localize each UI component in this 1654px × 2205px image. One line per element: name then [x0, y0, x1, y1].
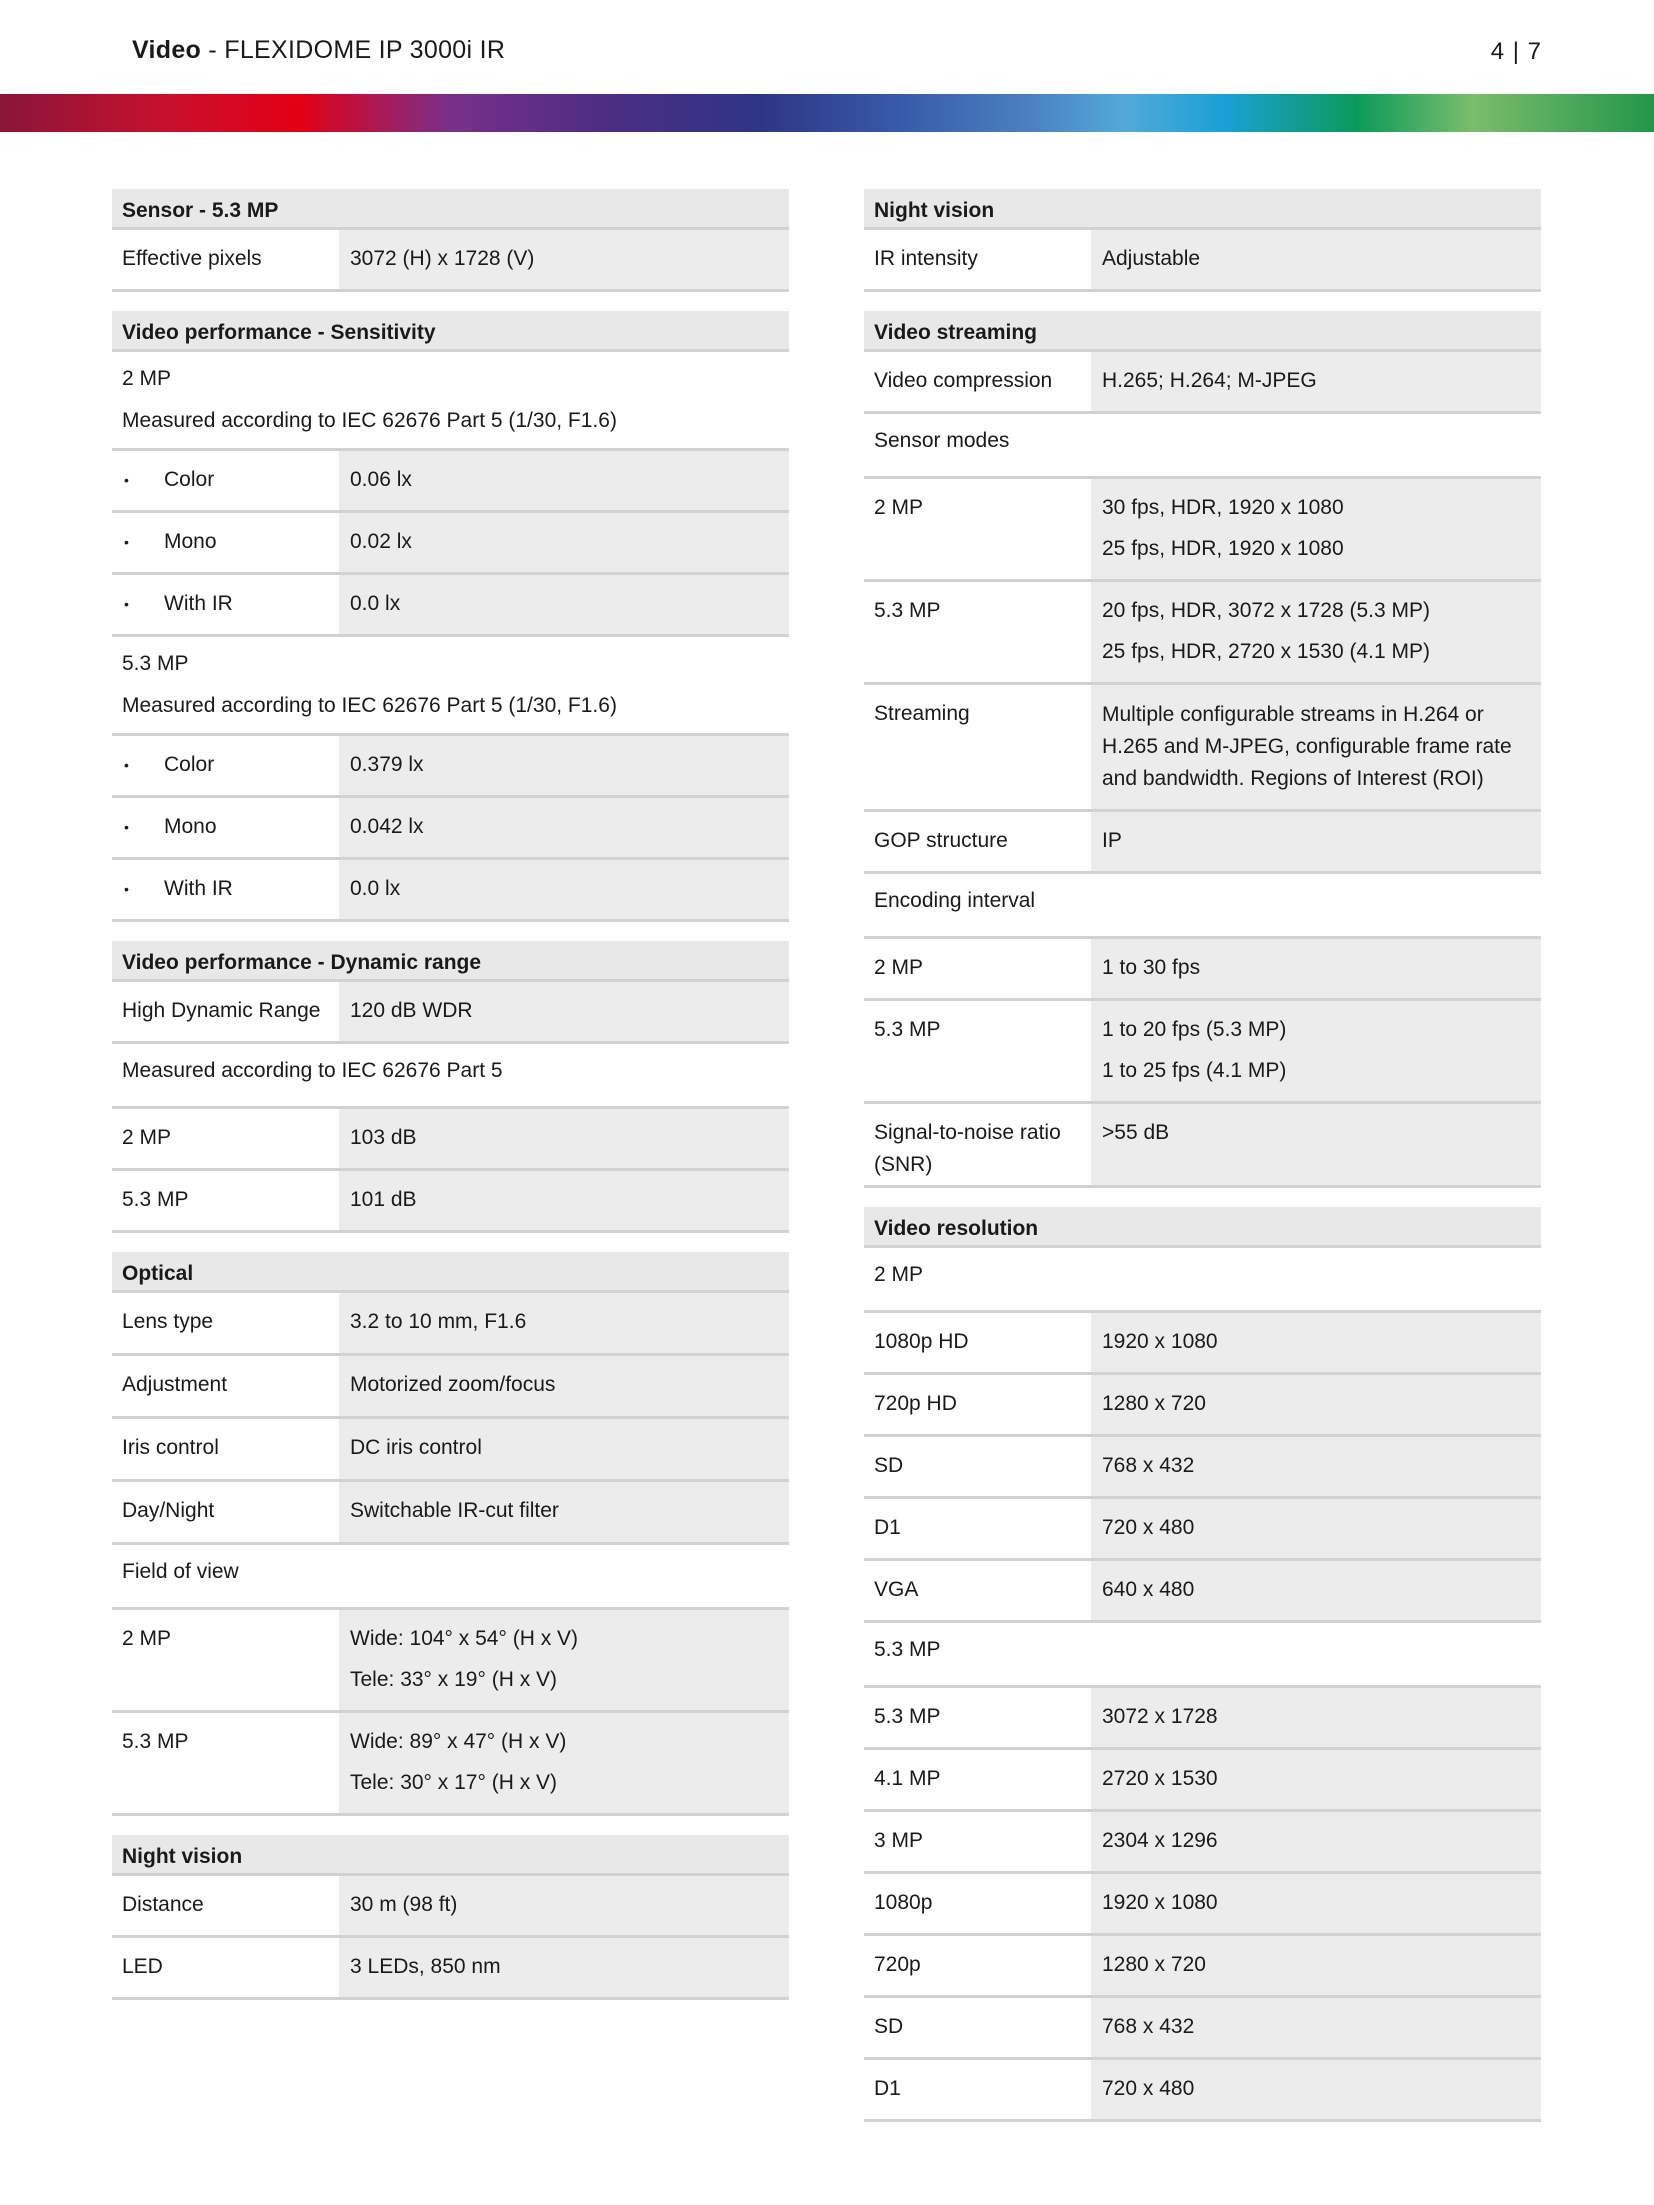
mode-line: 25 fps, HDR, 1920 x 1080 [1102, 537, 1344, 560]
measurement-note-text: Measured according to IEC 62676 Part 5 [122, 1059, 503, 1082]
encoding-line: 1 to 20 fps (5.3 MP) [1102, 1018, 1287, 1041]
spec-label: 3 MP [864, 1812, 1091, 1871]
spec-row [112, 451, 789, 513]
spec-row [112, 1293, 789, 1356]
bullet-icon: • [124, 472, 129, 488]
bullet-icon: • [124, 596, 129, 612]
spec-row [112, 798, 789, 860]
spec-row [112, 513, 789, 575]
spec-value: 0.06 lx [339, 451, 789, 510]
encoding-line: 1 to 25 fps (4.1 MP) [1102, 1059, 1287, 1082]
bullet-icon: • [124, 534, 129, 550]
spec-value [339, 1610, 789, 1710]
spec-row [112, 736, 789, 798]
spec-label: Color [164, 468, 215, 491]
spec-value: 120 dB WDR [339, 982, 789, 1041]
spec-label: High Dynamic Range [112, 982, 339, 1041]
spec-value: IP [1091, 812, 1541, 871]
spec-row [112, 1356, 789, 1419]
spec-label: IR intensity [864, 230, 1091, 289]
spec-value: 2304 x 1296 [1091, 1812, 1541, 1871]
spec-label: Mono [164, 530, 217, 553]
spec-row [864, 1001, 1541, 1104]
spec-label: 2 MP [864, 479, 1091, 579]
field-of-view-group [112, 1545, 789, 1610]
spec-value: 1280 x 720 [1091, 1375, 1541, 1434]
document-category: Video [132, 36, 202, 64]
spec-value: 3072 x 1728 [1091, 1688, 1541, 1747]
product-name: FLEXIDOME IP 3000i IR [224, 36, 506, 64]
resolution-group-2mp [864, 1248, 1541, 1313]
spec-label: 1080p [864, 1874, 1091, 1933]
sensitivity-group-5-3mp [112, 637, 789, 736]
spec-label: Video compression [864, 352, 1091, 411]
spec-row [112, 1109, 789, 1171]
fov-tele: Tele: 30° x 17° (H x V) [350, 1771, 558, 1794]
section-title-dynamic-range: Video performance - Dynamic range [112, 941, 789, 982]
spec-label: SD [864, 1998, 1091, 2057]
group-label: Sensor modes [874, 429, 1010, 452]
brand-color-band [0, 94, 1654, 132]
section-optical [112, 1252, 789, 1816]
spec-row [864, 1998, 1541, 2060]
spec-value: 3072 (H) x 1728 (V) [339, 230, 789, 289]
title-separator: - [201, 36, 225, 64]
group-label: 5.3 MP [122, 652, 189, 675]
spec-value: 3 LEDs, 850 nm [339, 1938, 789, 1997]
spec-label: D1 [864, 1499, 1091, 1558]
spec-row [864, 1936, 1541, 1998]
group-label: 2 MP [874, 1263, 924, 1286]
spec-value: 103 dB [339, 1109, 789, 1168]
page-header [0, 0, 1654, 94]
bullet-icon: • [124, 757, 129, 773]
spec-value: 2720 x 1530 [1091, 1750, 1541, 1809]
spec-value [1091, 1001, 1541, 1101]
spec-value: Multiple configurable streams in H.264 or H.265 and M-JPEG, configurable frame rate and bandwidth. Regions of Interest (ROI) [1091, 685, 1541, 809]
spec-value: 3.2 to 10 mm, F1.6 [339, 1293, 789, 1353]
bullet-icon: • [124, 881, 129, 897]
spec-row [112, 1610, 789, 1713]
measurement-note [112, 1044, 789, 1109]
spec-row [112, 1938, 789, 2000]
spec-row [864, 1750, 1541, 1812]
mode-line: 25 fps, HDR, 2720 x 1530 (4.1 MP) [1102, 640, 1430, 663]
section-title-video-streaming: Video streaming [864, 311, 1541, 352]
right-column [864, 189, 1541, 2141]
spec-value: DC iris control [339, 1419, 789, 1479]
group-label: 2 MP [122, 367, 172, 390]
encoding-interval-group [864, 874, 1541, 939]
spec-row [864, 1313, 1541, 1375]
mode-line: 30 fps, HDR, 1920 x 1080 [1102, 496, 1344, 519]
spec-value: 1280 x 720 [1091, 1936, 1541, 1995]
spec-label: Streaming [864, 685, 1091, 809]
spec-value: Motorized zoom/focus [339, 1356, 789, 1416]
measurement-note: Measured according to IEC 62676 Part 5 (1/30, F1.6) [122, 694, 617, 717]
spec-value: 640 x 480 [1091, 1561, 1541, 1620]
spec-value: 0.0 lx [339, 575, 789, 634]
spec-label: 2 MP [112, 1610, 339, 1710]
measurement-note: Measured according to IEC 62676 Part 5 (1/30, F1.6) [122, 409, 617, 432]
spec-label: D1 [864, 2060, 1091, 2119]
group-label: Encoding interval [874, 889, 1036, 912]
spec-value: 768 x 432 [1091, 1437, 1541, 1496]
section-video-streaming [864, 311, 1541, 1188]
fov-wide: Wide: 89° x 47° (H x V) [350, 1730, 567, 1753]
spec-value: 101 dB [339, 1171, 789, 1230]
spec-row [864, 1874, 1541, 1936]
sensitivity-group-2mp [112, 352, 789, 451]
sensor-modes-group [864, 414, 1541, 479]
spec-row [112, 575, 789, 637]
spec-value: 0.042 lx [339, 798, 789, 857]
spec-label: GOP structure [864, 812, 1091, 871]
section-video-resolution [864, 1207, 1541, 2122]
spec-value [1091, 582, 1541, 682]
spec-row [112, 1713, 789, 1816]
spec-row [112, 982, 789, 1044]
spec-value [1091, 479, 1541, 579]
page-number: 4 | 7 [1490, 38, 1542, 65]
spec-value: 1920 x 1080 [1091, 1874, 1541, 1933]
spec-row [864, 230, 1541, 292]
spec-row [112, 1171, 789, 1233]
fov-tele: Tele: 33° x 19° (H x V) [350, 1668, 558, 1691]
spec-row [864, 479, 1541, 582]
spec-label: 2 MP [864, 939, 1091, 998]
spec-row [112, 1876, 789, 1938]
spec-value: 0.02 lx [339, 513, 789, 572]
spec-label: 5.3 MP [864, 1688, 1091, 1747]
resolution-group-5-3mp [864, 1623, 1541, 1688]
section-sensor [112, 189, 789, 292]
left-column [112, 189, 789, 2019]
brand-band-fill [0, 94, 1654, 132]
fov-wide: Wide: 104° x 54° (H x V) [350, 1627, 579, 1650]
spec-value: 0.0 lx [339, 860, 789, 919]
spec-value: Adjustable [1091, 230, 1541, 289]
spec-value: 720 x 480 [1091, 2060, 1541, 2119]
bullet-icon: • [124, 819, 129, 835]
spec-row [864, 1375, 1541, 1437]
spec-label: 5.3 MP [864, 582, 1091, 682]
section-title-optical: Optical [112, 1252, 789, 1293]
spec-value [339, 1713, 789, 1813]
spec-label: VGA [864, 1561, 1091, 1620]
spec-row [864, 1812, 1541, 1874]
section-title-sensor: Sensor - 5.3 MP [112, 189, 789, 230]
group-label: Field of view [122, 1560, 239, 1583]
spec-value: 1 to 30 fps [1091, 939, 1541, 998]
section-title-night-vision: Night vision [112, 1835, 789, 1876]
spec-row [864, 1104, 1541, 1188]
spec-label: LED [112, 1938, 339, 1997]
section-sensitivity [112, 311, 789, 922]
spec-value: >55 dB [1091, 1104, 1541, 1185]
spec-row [112, 1419, 789, 1482]
section-title-sensitivity: Video performance - Sensitivity [112, 311, 789, 352]
spec-row [864, 1688, 1541, 1750]
spec-label: Distance [112, 1876, 339, 1935]
spec-label: 720p [864, 1936, 1091, 1995]
spec-label: With IR [164, 877, 233, 900]
spec-row [112, 860, 789, 922]
section-title-video-resolution: Video resolution [864, 1207, 1541, 1248]
spec-value: Switchable IR-cut filter [339, 1482, 789, 1542]
spec-value: H.265; H.264; M-JPEG [1091, 352, 1541, 411]
spec-label: Lens type [112, 1293, 339, 1353]
spec-label: Adjustment [112, 1356, 339, 1416]
spec-label: Mono [164, 815, 217, 838]
spec-label: 720p HD [864, 1375, 1091, 1434]
spec-row [864, 352, 1541, 414]
spec-label: 5.3 MP [112, 1713, 339, 1813]
spec-value: 30 m (98 ft) [339, 1876, 789, 1935]
document-title [132, 36, 505, 65]
spec-value: 720 x 480 [1091, 1499, 1541, 1558]
spec-label: Color [164, 753, 215, 776]
spec-label: SD [864, 1437, 1091, 1496]
section-dynamic-range [112, 941, 789, 1233]
spec-label: 1080p HD [864, 1313, 1091, 1372]
spec-row [864, 1437, 1541, 1499]
spec-row [864, 582, 1541, 685]
spec-label: 5.3 MP [112, 1171, 339, 1230]
section-night-vision-ir [864, 189, 1541, 292]
spec-label: With IR [164, 592, 233, 615]
spec-row [864, 2060, 1541, 2122]
spec-label: Signal-to-noise ratio (SNR) [864, 1104, 1091, 1185]
spec-label: Day/Night [112, 1482, 339, 1542]
spec-row [864, 1561, 1541, 1623]
spec-label: Iris control [112, 1419, 339, 1479]
spec-row [864, 812, 1541, 874]
section-night-vision [112, 1835, 789, 2000]
spec-row [864, 939, 1541, 1001]
spec-label: 4.1 MP [864, 1750, 1091, 1809]
group-label: 5.3 MP [874, 1638, 941, 1661]
spec-label: Effective pixels [112, 230, 339, 289]
spec-label: 5.3 MP [864, 1001, 1091, 1101]
spec-row [864, 685, 1541, 812]
mode-line: 20 fps, HDR, 3072 x 1728 (5.3 MP) [1102, 599, 1430, 622]
section-title-night-vision: Night vision [864, 189, 1541, 230]
spec-row [112, 1482, 789, 1545]
spec-value: 768 x 432 [1091, 1998, 1541, 2057]
spec-value: 0.379 lx [339, 736, 789, 795]
spec-row [112, 230, 789, 292]
spec-value: 1920 x 1080 [1091, 1313, 1541, 1372]
spec-label: 2 MP [112, 1109, 339, 1168]
spec-row [864, 1499, 1541, 1561]
